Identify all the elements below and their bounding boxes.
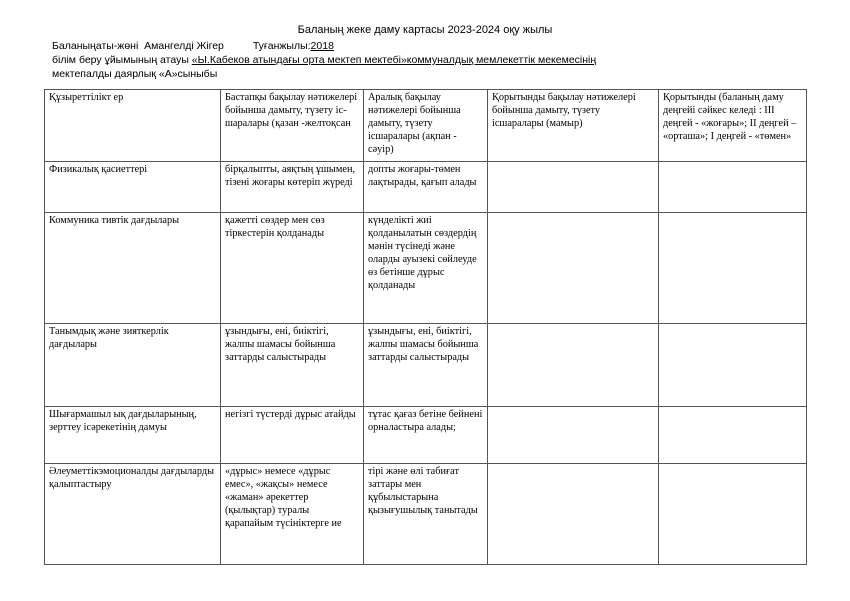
birth-year-label: Туғанжылы: bbox=[252, 40, 311, 52]
table-header-row bbox=[45, 90, 807, 162]
table-row bbox=[45, 213, 807, 324]
group-line: мектепалды даярлық «А»сыныбы bbox=[52, 68, 218, 80]
intermediate-cell: күнделікті жиі қолданылатын сөздердің мәнін түсінеді және оларды ауызекі сөйлеуде өз бетінше дұрыс қолданады bbox=[364, 213, 488, 324]
header-intermediate-control: Аралық бақылау нәтижелері бойынша дамыту, түзету ісшаралары (ақпан - сәуір) bbox=[364, 90, 488, 162]
competency-cell: Шығармашыл ық дағдыларының, зерттеу ісәрекетінің дамуы bbox=[45, 407, 221, 464]
header-competency: Құзыреттілікт ер bbox=[45, 90, 221, 162]
intermediate-cell: допты жоғары-төмен лақтырады, қағып алады bbox=[364, 162, 488, 213]
header-result: Қорытынды (баланың даму деңгейі сәйкес келеді : ІІІ деңгей - «жоғары»; ІІ деңгей – «орташа»; І деңгей - «төмен» bbox=[659, 90, 807, 162]
initial-cell: қажетті сөздер мен сөз тіркестерін қолданады bbox=[221, 213, 364, 324]
result-cell bbox=[659, 324, 807, 407]
final-cell bbox=[488, 162, 659, 213]
initial-cell: бірқалыпты, аяқтың ұшымен, тізені жоғары көтеріп жүреді bbox=[221, 162, 364, 213]
final-cell bbox=[488, 213, 659, 324]
intermediate-cell: тірі және өлі табиғат заттары мен құбылыстарына қызығушылық танытады bbox=[364, 464, 488, 565]
result-cell bbox=[659, 162, 807, 213]
organization-line bbox=[52, 54, 596, 66]
intermediate-cell: ұзындығы, ені, биіктігі, жалпы шамасы бойынша заттарды салыстырады bbox=[364, 324, 488, 407]
development-card-table bbox=[44, 89, 807, 565]
final-cell bbox=[488, 464, 659, 565]
table-row bbox=[45, 324, 807, 407]
result-cell bbox=[659, 464, 807, 565]
competency-cell: Әлеуметтікэмоционалды дағдыларды қалыптастыру bbox=[45, 464, 221, 565]
intermediate-cell: тұтас қағаз бетіне бейнені орналастыра алады; bbox=[364, 407, 488, 464]
result-cell bbox=[659, 213, 807, 324]
initial-cell: ұзындығы, ені, биіктігі, жалпы шамасы бойынша заттарды салыстырады bbox=[221, 324, 364, 407]
final-cell bbox=[488, 407, 659, 464]
result-cell bbox=[659, 407, 807, 464]
table-row bbox=[45, 464, 807, 565]
competency-cell: Танымдық және зияткерлік дағдылары bbox=[45, 324, 221, 407]
final-cell bbox=[488, 324, 659, 407]
organization-label: білім беру ұйымының атауы bbox=[52, 54, 189, 66]
organization-value: «Ы.Кабеков атындағы орта мектеп мектебі»коммуналдық мемлекеттік мекемесінің bbox=[191, 54, 597, 66]
document-title: Баланың жеке даму картасы 2023-2024 оқу жылы bbox=[297, 24, 553, 36]
initial-cell: негізгі түстерді дұрыс атайды bbox=[221, 407, 364, 464]
table-row bbox=[45, 162, 807, 213]
child-name-label: Баланыңаты-жөні bbox=[52, 40, 139, 52]
initial-cell: «дұрыс» немесе «дұрыс емес», «жақсы» немесе «жаман» әрекеттер (қылықтар) туралы қарапайым түсініктерге ие bbox=[221, 464, 364, 565]
header-final-control: Қорытынды бақылау нәтижелері бойынша дамыту, түзету ісшаралары (мамыр) bbox=[488, 90, 659, 162]
child-info-line bbox=[52, 40, 334, 52]
birth-year-value: 2018 bbox=[310, 40, 334, 52]
competency-cell: Физикалық қасиеттері bbox=[45, 162, 221, 213]
child-name-value: Амангелді Жігер bbox=[144, 40, 224, 52]
header-initial-control: Бастапқы бақылау нәтижелері бойынша дамыту, түзету іс-шаралары (қазан -желтоқсан bbox=[221, 90, 364, 162]
competency-cell: Коммуника тивтік дағдылары bbox=[45, 213, 221, 324]
table-row bbox=[45, 407, 807, 464]
